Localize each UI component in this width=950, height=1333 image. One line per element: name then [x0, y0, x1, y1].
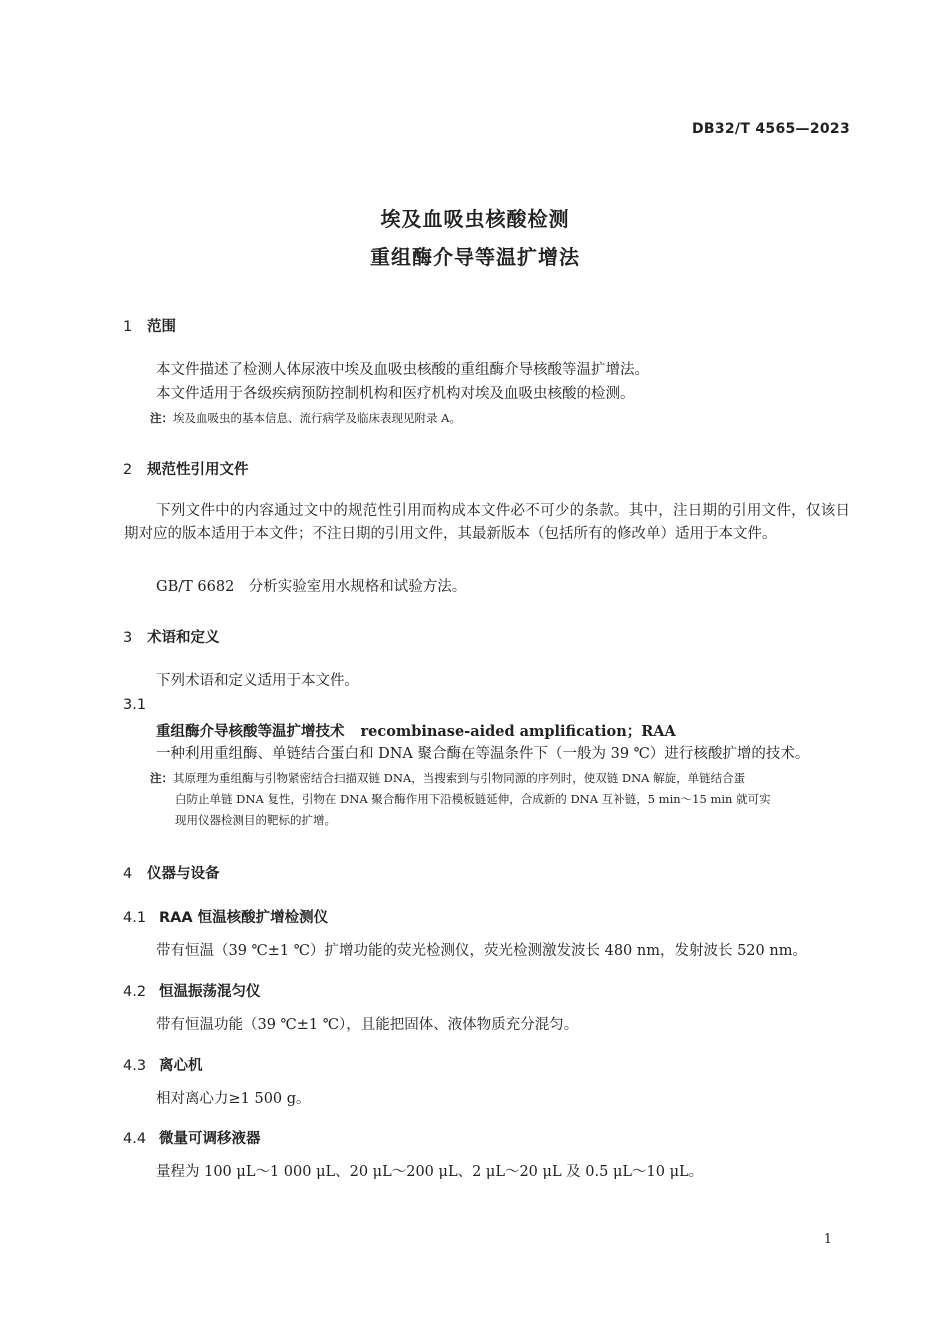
subsection-4-3-text: 相对离心力≥1 500 g。 — [156, 1091, 311, 1107]
subsection-4-1-heading — [123, 906, 328, 927]
section-2-heading — [123, 458, 249, 479]
section-title: 规范性引用文件 — [147, 462, 249, 478]
subsection-4-4-text: 量程为 100 μL～1 000 μL、20 μL～200 μL、2 μL～20 μL 及 0.5 μL～10 μL。 — [156, 1164, 704, 1180]
note-label: 注： — [150, 771, 173, 785]
section-1-paragraph-2: 本文件适用于各级疾病预防控制机构和医疗机构对埃及血吸虫核酸的检测。 — [156, 386, 635, 402]
section-4-heading — [123, 862, 220, 883]
section-3-heading — [123, 626, 220, 647]
section-number: 2 — [123, 462, 133, 478]
subsection-number: 4.4 — [123, 1131, 147, 1147]
note-line-2: 白防止单链 DNA 复性，引物在 DNA 聚合酶作用下沿模板链延伸，合成新的 DNA 互补链，5 min～15 min 就可实 — [175, 792, 771, 806]
section-1-note — [150, 408, 461, 428]
subsection-number: 4.1 — [123, 910, 147, 926]
section-title: 术语和定义 — [147, 630, 220, 646]
subsection-title: RAA 恒温核酸扩增检测仪 — [159, 910, 329, 926]
section-3-note — [150, 768, 850, 831]
section-number: 4 — [123, 866, 133, 882]
subsection-4-3-heading — [123, 1054, 203, 1075]
document-title-line1: 埃及血吸虫核酸检测 — [380, 207, 570, 231]
section-1-heading — [123, 315, 176, 336]
normative-reference: GB/T 6682 分析实验室用水规格和试验方法。 — [156, 579, 467, 595]
section-2-paragraph: 下列文件中的内容通过文中的规范性引用而构成本文件必不可少的条款。其中，注日期的引用文件，仅该日期对应的版本适用于本文件；不注日期的引用文件，其最新版本（包括所有的修改单）适用于本文件。 — [124, 503, 850, 542]
section-title: 范围 — [147, 319, 176, 335]
term-definition: 一种利用重组酶、单链结合蛋白和 DNA 聚合酶在等温条件下（一般为 39 ℃）进行核酸扩增的技术。 — [156, 746, 810, 762]
subsection-4-2-text: 带有恒温功能（39 ℃±1 ℃），且能把固体、液体物质充分混匀。 — [156, 1017, 579, 1033]
page-number: 1 — [823, 1232, 832, 1247]
standard-code: DB32/T 4565—2023 — [691, 121, 850, 137]
subsection-title: 恒温振荡混匀仪 — [159, 984, 261, 1000]
subsection-number: 4.2 — [123, 984, 147, 1000]
subsection-4-1-text: 带有恒温（39 ℃±1 ℃）扩增功能的荧光检测仪，荧光检测激发波长 480 nm，发射波长 520 nm。 — [156, 943, 807, 959]
subsection-title: 离心机 — [159, 1058, 203, 1074]
subsection-4-4-heading — [123, 1127, 261, 1148]
document-title-line2: 重组酶介导等温扩增法 — [370, 245, 580, 269]
section-number: 1 — [123, 319, 133, 335]
section-3-paragraph: 下列术语和定义适用于本文件。 — [156, 673, 359, 689]
note-text: 埃及血吸虫的基本信息、流行病学及临床表现见附录 A。 — [173, 411, 461, 425]
section-number: 3 — [123, 630, 133, 646]
subsection-3-1-number: 3.1 — [123, 697, 147, 713]
note-label: 注： — [150, 411, 173, 425]
note-line-3: 现用仪器检测目的靶标的扩增。 — [175, 813, 336, 827]
section-1-paragraph-1: 本文件描述了检测人体尿液中埃及血吸虫核酸的重组酶介导核酸等温扩增法。 — [156, 362, 649, 378]
subsection-4-2-heading — [123, 980, 261, 1001]
term-3-1 — [156, 720, 676, 741]
subsection-number: 4.3 — [123, 1058, 147, 1074]
subsection-title: 微量可调移液器 — [159, 1131, 261, 1147]
section-title: 仪器与设备 — [147, 866, 220, 882]
note-line-1: 其原理为重组酶与引物紧密结合扫描双链 DNA，当搜索到与引物同源的序列时，使双链 DNA 解旋，单链结合蛋 — [173, 771, 746, 785]
term-chinese: 重组酶介导核酸等温扩增技术 — [156, 724, 345, 740]
term-english: recombinase-aided amplification；RAA — [360, 723, 676, 740]
